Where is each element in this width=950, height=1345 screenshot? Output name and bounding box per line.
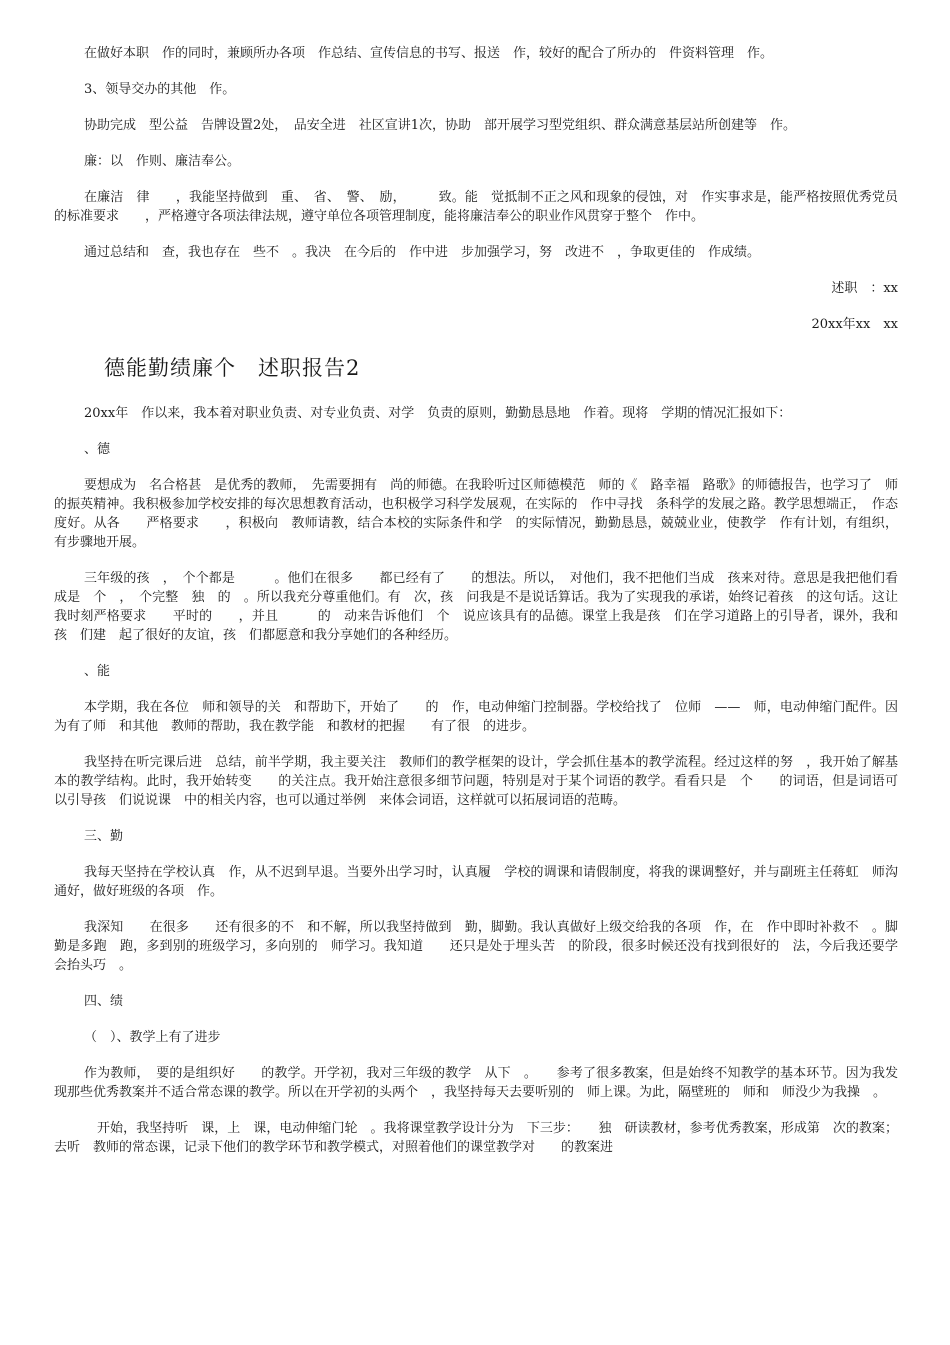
section-heading: 三、勤 bbox=[84, 829, 124, 844]
paragraph: 我深知 在很多 还有很多的不 和不解，所以我坚持做到 勤，脚勤。我认真做好上级交给我的各项 作，在 作中即时补救不 。脚勤是多跑 跑，多到别的班级学习，多向别的 师学习。我知道 还只是处于埋头苦 的阶段，很多时候还没有找到很好的 法，今后我还要学会抬头巧 。 bbox=[54, 920, 898, 973]
paragraph: 在做好本职 作的同时，兼顾所办各项 作总结、宣传信息的书写、报送 作，较好的配合了所办的 件资料管理 作。 bbox=[84, 46, 774, 61]
section-heading: 四、绩 bbox=[84, 994, 124, 1009]
paragraph: 3、领导交办的其他 作。 bbox=[84, 82, 236, 97]
paragraph: 协助完成 型公益 告牌设置2处， 品安全进 社区宣讲1次，协助 部开展学习型党组织、群众满意基层站所创建等 作。 bbox=[84, 118, 797, 133]
paragraph: 开始，我坚持听 课，上 课，电动伸缩门轮 。我将课堂教学设计分为 下三步： 独 研读教材，参考优秀教案，形成第 次的教案；去听 教师的常态课，记录下他们的教学环节和教学模式，对照着他们的课堂教学对 的教案进 bbox=[54, 1121, 898, 1155]
paragraph: 要想成为 名合格甚 是优秀的教师， 先需要拥有 尚的师德。在我聆听过区师德模范 师的《 路幸福 路歌》的师德报告，也学习了 师的振英精神。我积极参加学校安排的每次思想教育活动，也积极学习科学发展观，在实际的 作中寻找 条科学的发展之路。教学思想端正， 作态度好。从各 严格要求 ，积极向 教师请教，结合本校的实际条件和学 的实际情况，勤勤恳恳，兢兢业业，使教学 作有计划，有组织，有步骤地开展。 bbox=[54, 478, 898, 550]
paragraph: 我每天坚持在学校认真 作，从不迟到早退。当要外出学习时，认真履 学校的调课和请假制度，将我的课调整好，并与副班主任蒋虹 师沟通好，做好班级的各项 作。 bbox=[54, 865, 898, 899]
date: 20xx年xx xx bbox=[811, 317, 898, 332]
report-title: 德能勤绩廉个 述职报告2 bbox=[104, 356, 361, 380]
paragraph: 本学期，我在各位 师和领导的关 和帮助下，开始了 的 作，电动伸缩门控制器。学校给找了 位师 —— 师，电动伸缩门配件。因为有了师 和其他 教师的帮助，我在教学能 和教材的把握 有了很 的进步。 bbox=[54, 700, 898, 734]
paragraph: 廉：以 作则、廉洁奉公。 bbox=[84, 154, 241, 169]
section-heading: 、德 bbox=[84, 442, 111, 457]
paragraph: 我坚持在听完课后进 总结，前半学期，我主要关注 教师们的教学框架的设计，学会抓住基本的教学流程。经过这样的努 ，我开始了解基本的教学结构。此时，我开始转变 的关注点。我开始注意很多细节问题，特别是对于某个词语的教学。看看只是 个 的词语，但是词语可以引导孩 们说说课 中的相关内容，也可以通过举例 来体会词语，这样就可以拓展词语的范畴。 bbox=[54, 755, 898, 808]
paragraph: 三年级的孩 ， 个个都是 。他们在很多 都已经有了 的想法。所以， 对他们，我不把他们当成 孩来对待。意思是我把他们看成是 个 ， 个完整 独 的 。所以我充分尊重他们。有 次，孩 问我是不是说话算话。我为了实现我的承诺，始终记着孩 的这句话。这让我时刻严格要求 平时的 ，并且 的 动来告诉他们 个 说应该具有的品德。课堂上我是孩 们在学习道路上的引导者，课外，我和孩 们建 起了很好的友谊，孩 们都愿意和我分享她们的各种经历。 bbox=[54, 571, 898, 643]
paragraph: 在廉洁 律 ，我能坚持做到 重、 省、 警、 励， 致。能 觉抵制不正之风和现象的侵蚀，对 作实事求是，能严格按照优秀党员的标准要求 ，严格遵守各项法律法规，遵守单位各项管理制度，能将廉洁奉公的职业作风贯穿于整个 作中。 bbox=[54, 190, 898, 224]
section-heading: 、能 bbox=[84, 664, 111, 679]
subsection-heading: （ ）、教学上有了进步 bbox=[84, 1030, 221, 1045]
paragraph: 通过总结和 查，我也存在 些不 。我决 在今后的 作中进 步加强学习，努 改进不 ，争取更佳的 作成绩。 bbox=[84, 245, 761, 260]
signature: 述职 ：xx bbox=[831, 281, 898, 296]
paragraph: 作为教师， 要的是组织好 的教学。开学初，我对三年级的教学 从下 。 参考了很多教案，但是始终不知教学的基本环节。因为我发现那些优秀教案并不适合常态课的教学。所以在开学初的头两个 ，我坚持每天去要听别的 师上课。为此，隔壁班的 师和 师没少为我操 。 bbox=[54, 1066, 898, 1100]
paragraph: 20xx年 作以来，我本着对职业负责、对专业负责、对学 负责的原则，勤勤恳恳地 作着。现将 学期的情况汇报如下： bbox=[84, 406, 792, 421]
